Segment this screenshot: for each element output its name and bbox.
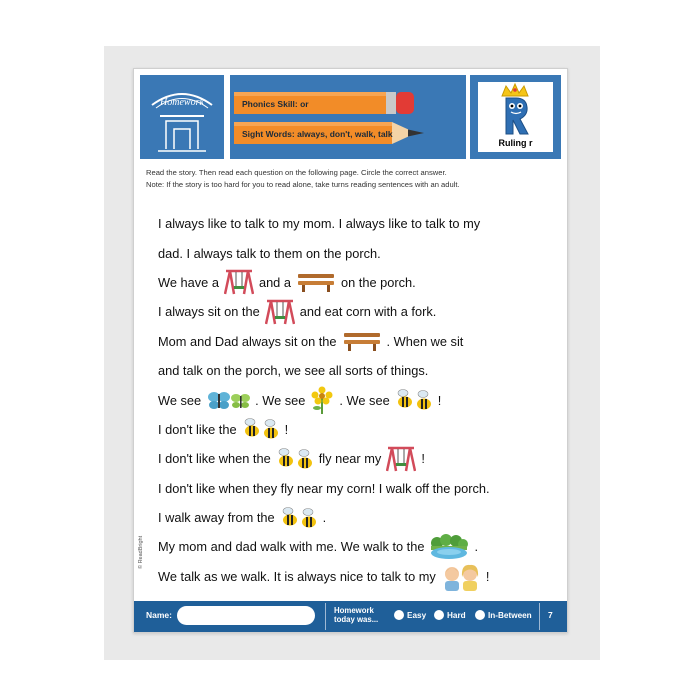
story-text: ! [485,568,490,584]
story-text: My mom and dad walk with me. We walk to the [158,539,425,555]
story-text: I walk away from the [158,510,275,526]
story-line [158,209,558,238]
story-line [158,474,558,503]
ruling-r-label: Ruling r [498,138,533,148]
story [158,209,558,591]
pond-icon [429,534,469,560]
story-text: Mom and Dad always sit on the [158,333,337,349]
story-line [158,268,558,297]
homework-rating-label [334,606,378,624]
story-text: I don't like when they fly near my corn! I walk off the porch. [158,480,490,496]
story-text: We talk as we walk. It is always nice to talk to my [158,568,436,584]
flower-icon [310,386,334,414]
ruling-r-panel [470,75,561,159]
bees-icon [276,447,314,471]
worksheet-page [133,68,568,633]
logo-text: Homework [160,97,204,108]
story-line [158,238,558,267]
story-line [158,297,558,326]
story-line [158,327,558,356]
homework-label-line1: Homework [334,606,374,615]
in-between-option-label: In-Between [488,611,532,620]
bench-icon [296,272,336,292]
pencils-graphic [230,75,466,159]
name-label: Name: [146,610,172,620]
hard-option-label: Hard [447,611,466,620]
ruling-r-card [478,82,553,152]
footer-divider [539,603,540,630]
in-between-radio[interactable] [475,610,485,620]
instruction-line-2: Note: If the story is too hard for you to read alone, take turns reading sentences with an adult. [146,180,460,189]
story-line [158,503,558,532]
instruction-line-1: Read the story. Then read each question on the following page. Circle the correct answer. [146,168,447,177]
story-text: . [322,510,327,526]
swing-icon [265,299,295,325]
parents-icon [441,561,481,591]
swing-icon [224,269,254,295]
page-number: 7 [548,610,553,620]
house-icon [140,75,224,159]
story-text: I don't like when the [158,451,271,467]
name-field[interactable] [177,606,315,625]
bees-icon [395,388,433,412]
story-text: . We see [339,392,390,408]
story-text: I always like to talk to my mom. I always like to talk to my [158,216,481,232]
story-text: . [474,539,479,555]
easy-radio[interactable] [394,610,404,620]
footer-divider [325,603,326,630]
story-text: . We see [255,392,306,408]
swing-icon [386,446,416,472]
story-text: ! [284,421,289,437]
story-text: dad. I always talk to them on the porch. [158,245,381,261]
story-line [158,356,558,385]
homework-logo [140,75,224,159]
story-text: I don't like the [158,421,237,437]
story-line [158,385,558,414]
sight-words-label: Sight Words: always, don't, walk, talk [242,129,393,139]
story-text: and talk on the porch, we see all sorts of things. [158,363,429,379]
story-line [158,532,558,561]
story-text: . When we sit [386,333,464,349]
story-line [158,562,558,591]
story-text: and a [258,274,291,290]
story-text: We see [158,392,202,408]
butterflies-icon [206,389,250,411]
skills-band [230,75,466,159]
bees-icon [242,417,280,441]
ruling-r-character-icon [478,82,553,140]
story-text: and eat corn with a fork. [299,304,437,320]
story-line [158,415,558,444]
footer-bar [134,601,567,632]
hard-radio[interactable] [434,610,444,620]
phonics-skill-label: Phonics Skill: or [242,99,309,109]
copyright: © ReadBright [138,535,144,569]
story-text: on the porch. [340,274,416,290]
story-text: ! [437,392,442,408]
easy-option-label: Easy [407,611,427,620]
story-line [158,444,558,473]
story-text: ! [421,451,425,467]
homework-label-line2: today was... [334,615,379,624]
bench-icon [342,331,382,351]
bees-icon [280,506,318,530]
story-text: We have a [158,274,219,290]
story-text: I always sit on the [158,304,260,320]
story-text: fly near my [318,451,382,467]
